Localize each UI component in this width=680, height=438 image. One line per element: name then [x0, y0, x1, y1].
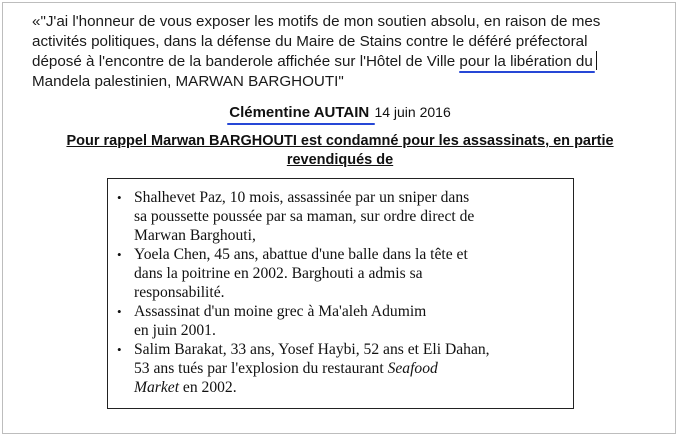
list-line: responsabilité.: [134, 284, 225, 301]
bullet-icon: •: [117, 190, 122, 205]
list-line-text: en 2002.: [179, 379, 237, 396]
quote-line: [32, 51, 657, 72]
recall-line: Pour rappel Marwan BARGHOUTI est condamné pour les assassinats, en partie: [66, 133, 614, 149]
quote-line-start: déposé à l'encontre de la banderole affichée sur l'Hôtel de Ville: [32, 53, 460, 70]
italic-word: Market: [134, 379, 180, 396]
author-date: 14 juin 2016: [374, 104, 451, 120]
list-item: [117, 340, 565, 397]
list-line: [134, 378, 490, 397]
bullet-icon: •: [117, 247, 122, 262]
list-line: Yoela Chen, 45 ans, abattue d'une balle dans la tête et: [134, 246, 468, 263]
list-item: [117, 188, 565, 245]
list-line: [134, 359, 490, 378]
quote-line: activités politiques, dans la défense du Maire de Stains contre le déféré préfectoral: [32, 32, 588, 50]
list-line: sa poussette poussée par sa maman, sur ordre direct de: [134, 208, 475, 225]
list-line: en juin 2001.: [134, 322, 216, 339]
quote-paragraph: [32, 12, 657, 91]
victims-list-box: [107, 178, 574, 409]
italic-word: Seafood: [387, 360, 438, 377]
list-item: [117, 245, 565, 302]
list-line: Assassinat d'un moine grec à Ma'aleh Adumim: [134, 303, 427, 320]
list-line: Shalhevet Paz, 10 mois, assassinée par un sniper dans: [134, 189, 470, 206]
quote-line: «"J'ai l'honneur de vous exposer les motifs de mon soutien absolu, en raison de mes: [32, 13, 601, 30]
quote-line: Mandela palestinien, MARWAN BARGHOUTI": [32, 72, 344, 90]
list-line: Marwan Barghouti,: [134, 227, 256, 244]
list-item: [117, 302, 565, 340]
recall-line: revendiqués de: [286, 152, 394, 168]
recall-heading: [40, 132, 640, 170]
highlighted-phrase: pour la libération du: [459, 53, 593, 70]
author-line: [0, 102, 680, 123]
bullet-icon: •: [117, 304, 122, 319]
list-line: Salim Barakat, 33 ans, Yosef Haybi, 52 ans et Eli Dahan,: [134, 341, 490, 358]
author-name: Clémentine AUTAIN: [229, 104, 370, 121]
list-line: dans la poitrine en 2002. Barghouti a admis sa: [134, 265, 423, 282]
text-cursor: [596, 51, 597, 70]
bullet-icon: •: [117, 342, 122, 357]
list-line-text: 53 ans tués par l'explosion du restaurant: [134, 360, 388, 377]
